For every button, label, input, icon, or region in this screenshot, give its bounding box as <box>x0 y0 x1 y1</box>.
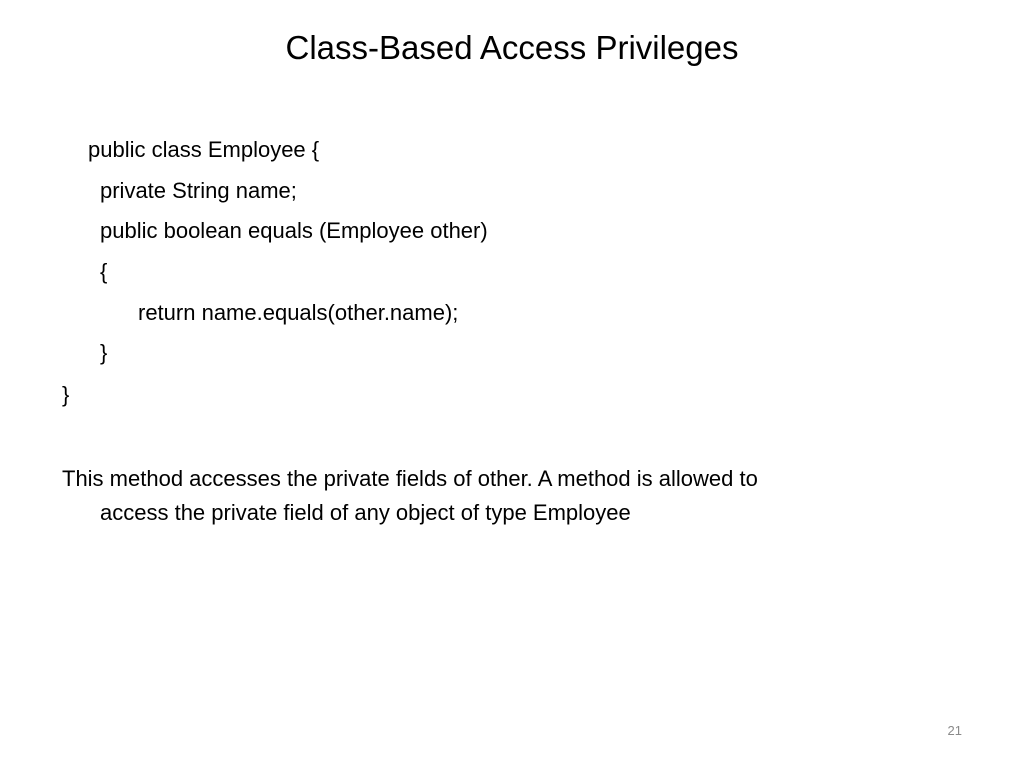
code-line-return-statement: return name.equals(other.name); <box>138 300 459 325</box>
code-line-field-declaration: private String name; <box>100 178 297 203</box>
explanation-line-1: This method accesses the private fields of other. A method is allowed to <box>62 466 758 491</box>
code-line-class-declaration: public class Employee { <box>88 137 320 162</box>
code-line-method-signature: public boolean equals (Employee other) <box>100 218 488 243</box>
code-line-method-close-brace: } <box>100 340 108 365</box>
explanation-line-2: access the private field of any object of type Employee <box>100 500 631 525</box>
page-number: 21 <box>947 723 962 738</box>
code-line-method-open-brace: { <box>100 259 108 284</box>
slide-title: Class-Based Access Privileges <box>285 29 739 66</box>
explanation-paragraph <box>62 462 942 530</box>
code-line-class-close-brace: } <box>62 382 70 407</box>
